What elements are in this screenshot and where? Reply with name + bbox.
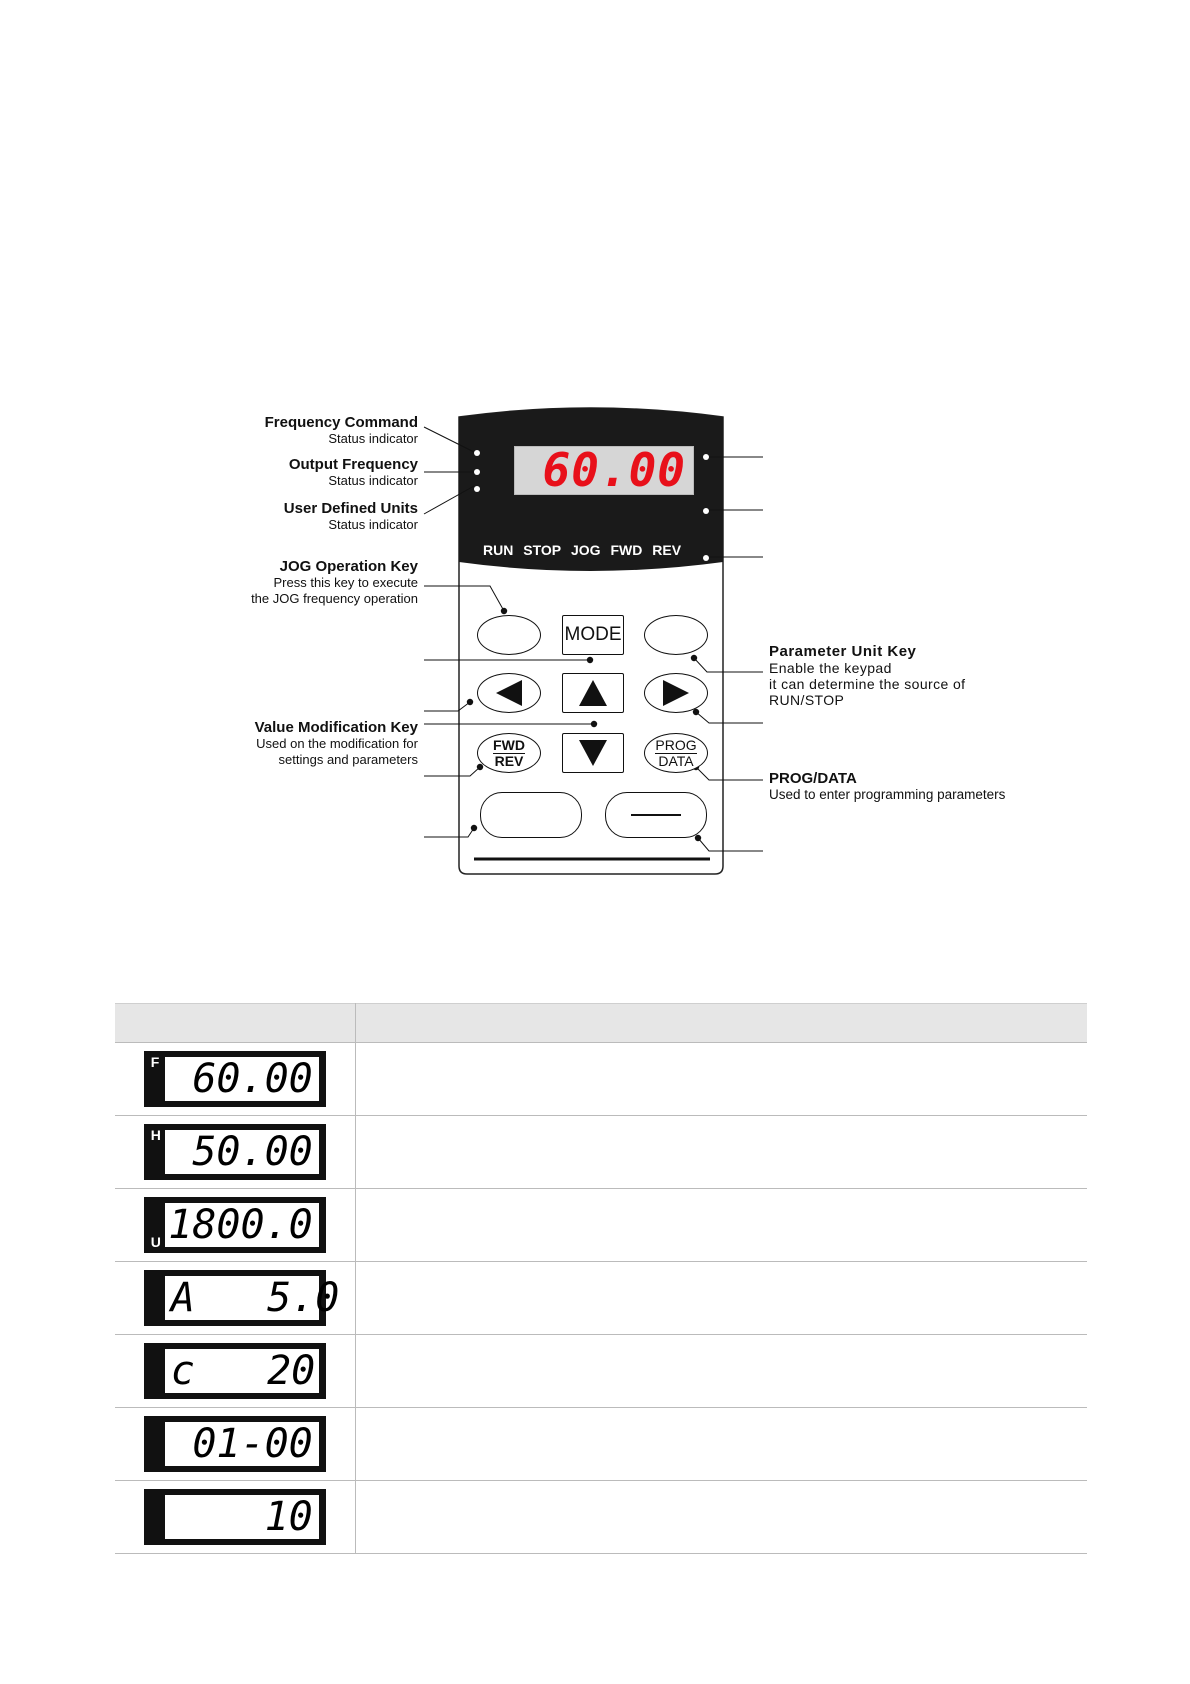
status-fwd-label: FWD — [610, 542, 643, 558]
lcd-screen — [165, 1422, 319, 1466]
up-arrow-key[interactable] — [562, 673, 624, 713]
status-jog-label: JOG — [571, 542, 601, 558]
lcd-reading: 60.00 — [192, 1056, 313, 1102]
table-header-row — [115, 1004, 1087, 1043]
lcd-screen — [165, 1495, 319, 1539]
lcd-display — [144, 1124, 326, 1180]
lcd-screen — [165, 1130, 319, 1174]
data-label: DATA — [658, 752, 694, 769]
callout-sub-1: Press this key to execute — [273, 575, 418, 590]
display-cell — [115, 1408, 355, 1481]
table-row — [115, 1189, 1087, 1262]
stop-dash-icon — [631, 813, 681, 817]
left-arrow-icon — [494, 678, 524, 708]
display-cell — [115, 1335, 355, 1408]
description-cell — [355, 1189, 1087, 1262]
callout-sub-3: RUN/STOP — [769, 692, 845, 708]
fwd-label: FWD — [493, 736, 525, 753]
down-arrow-icon — [578, 739, 608, 767]
fwd-rev-key[interactable] — [477, 733, 541, 773]
callout-output-frequency — [180, 456, 418, 489]
lcd-reading: c 20 — [170, 1348, 316, 1394]
table-row — [115, 1262, 1087, 1335]
mode-key-label: MODE — [564, 624, 622, 645]
prog-label: PROG — [655, 736, 697, 753]
lcd-screen — [165, 1275, 340, 1321]
lcd-screen — [165, 1057, 319, 1101]
callout-title: Frequency Command — [264, 414, 418, 431]
display-reading: 60.00 — [542, 443, 686, 497]
callout-frequency-command — [180, 414, 418, 447]
description-cell — [355, 1043, 1087, 1116]
description-cell — [355, 1262, 1087, 1335]
parameter-unit-key[interactable] — [644, 615, 708, 655]
lcd-prefix: H — [150, 1127, 161, 1143]
right-arrow-key[interactable] — [644, 673, 708, 713]
table-row — [115, 1043, 1087, 1116]
display-cell — [115, 1262, 355, 1335]
prog-data-key[interactable] — [644, 733, 708, 773]
callout-sub: Status indicator — [328, 473, 418, 488]
lcd-reading: 50.00 — [192, 1129, 313, 1175]
down-arrow-key[interactable] — [562, 733, 624, 773]
lcd-display — [144, 1343, 326, 1399]
jog-key[interactable] — [477, 615, 541, 655]
callout-sub-1: Enable the keypad — [769, 660, 892, 676]
table-row — [115, 1481, 1087, 1554]
callout-title: User Defined Units — [283, 500, 418, 517]
lcd-prefix: F — [150, 1054, 160, 1070]
stop-reset-key[interactable] — [605, 792, 707, 838]
callout-sub-2: the JOG frequency operation — [251, 591, 418, 606]
status-indicator-labels — [483, 542, 683, 558]
callout-user-defined-units — [180, 500, 418, 533]
callout-value-modification-key — [160, 719, 418, 768]
table-row — [115, 1335, 1087, 1408]
display-led-1 — [703, 454, 709, 460]
lcd-display — [144, 1416, 326, 1472]
status-run-label: RUN — [483, 542, 514, 558]
lcd-screen — [165, 1203, 319, 1247]
lcd-reading: 01-00 — [192, 1421, 313, 1467]
display-cell — [115, 1043, 355, 1116]
callout-parameter-unit-key — [769, 643, 1069, 708]
callout-sub: Status indicator — [328, 431, 418, 446]
lcd-reading: 1800.0 — [168, 1202, 313, 1248]
header-cell-display — [115, 1004, 355, 1043]
lcd-reading: 10 — [264, 1494, 313, 1540]
callout-title: Parameter Unit Key — [769, 643, 917, 660]
description-cell — [355, 1481, 1087, 1554]
table-row — [115, 1116, 1087, 1189]
output-frequency-led — [474, 469, 480, 475]
display-led-3 — [703, 555, 709, 561]
callout-sub-2: it can determine the source of — [769, 676, 966, 692]
lcd-display — [144, 1270, 340, 1326]
display-led-2 — [703, 508, 709, 514]
display-cell — [115, 1481, 355, 1554]
callout-title: PROG/DATA — [769, 770, 857, 787]
user-defined-units-led — [474, 486, 480, 492]
callout-jog-operation-key — [160, 558, 418, 607]
lcd-display — [144, 1197, 326, 1253]
display-message-table — [115, 1003, 1087, 1554]
status-rev-label: REV — [652, 542, 682, 558]
lcd-display — [144, 1051, 326, 1107]
table-row — [115, 1408, 1087, 1481]
status-stop-label: STOP — [523, 542, 562, 558]
description-cell — [355, 1408, 1087, 1481]
callout-sub: Status indicator — [328, 517, 418, 532]
callout-title: Output Frequency — [288, 456, 418, 473]
left-arrow-key[interactable] — [477, 673, 541, 713]
up-arrow-icon — [578, 679, 608, 707]
run-key[interactable] — [480, 792, 582, 838]
callout-sub-2: settings and parameters — [278, 752, 418, 767]
description-cell — [355, 1116, 1087, 1189]
frequency-command-led — [474, 450, 480, 456]
callout-sub: Used to enter programming parameters — [769, 787, 1006, 802]
table-body — [115, 1043, 1087, 1554]
callout-title: Value Modification Key — [254, 719, 418, 736]
lcd-display — [144, 1489, 326, 1545]
callout-prog-data — [769, 770, 1089, 803]
right-arrow-icon — [661, 678, 691, 708]
lcd-screen — [165, 1349, 319, 1393]
display-cell — [115, 1189, 355, 1262]
callout-sub-1: Used on the modification for — [256, 736, 418, 751]
lcd-reading: A 5.0 — [170, 1275, 340, 1321]
callout-title: JOG Operation Key — [279, 558, 418, 575]
display-cell — [115, 1116, 355, 1189]
lcd-prefix: U — [150, 1234, 161, 1250]
mode-key[interactable] — [562, 615, 624, 655]
rev-label: REV — [494, 752, 524, 769]
header-cell-description — [355, 1004, 1087, 1043]
description-cell — [355, 1335, 1087, 1408]
